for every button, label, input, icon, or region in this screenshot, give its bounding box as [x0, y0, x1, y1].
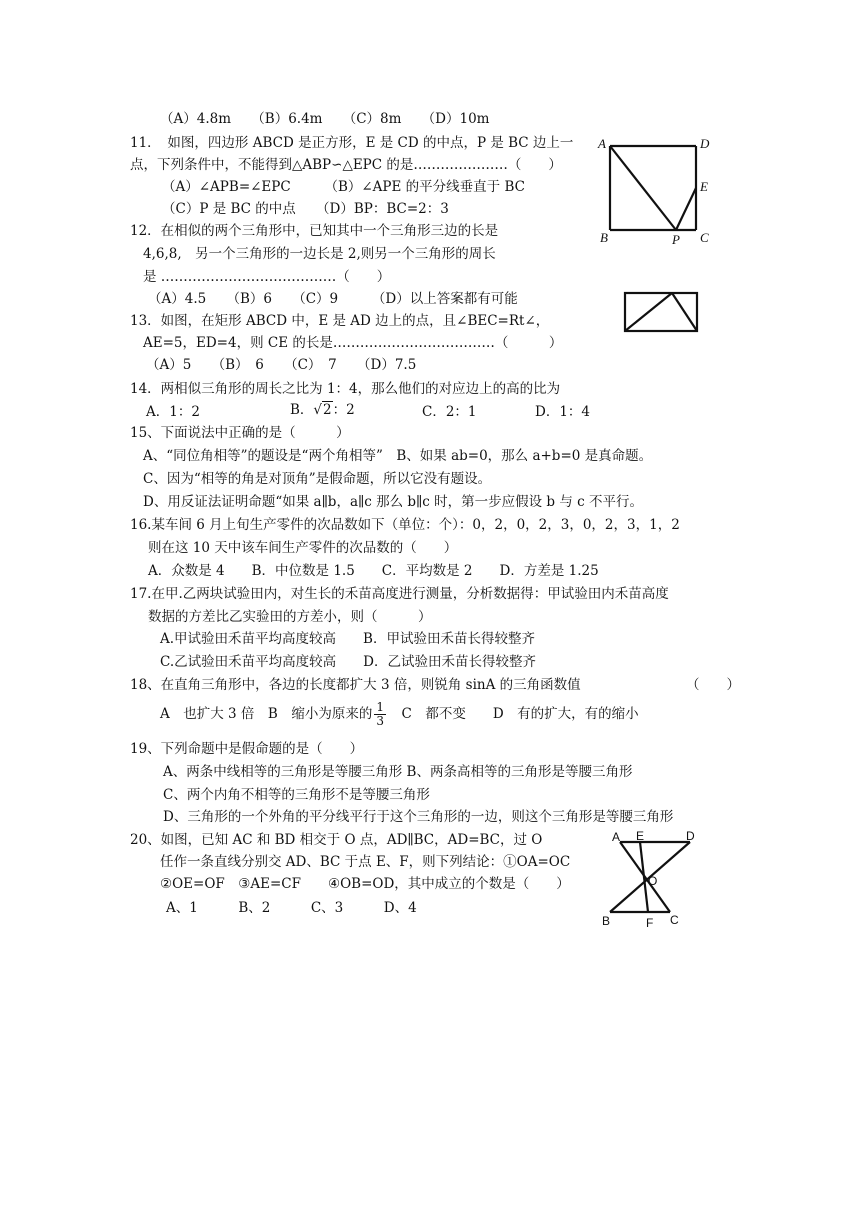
q18-fraction-denominator: 3 — [376, 714, 384, 728]
segment-ec — [672, 293, 697, 331]
q14-option-a: A．1：2 — [146, 404, 200, 420]
label-a: A — [598, 136, 606, 151]
q12-text-line2: 4,6,8, 另一个三角形的一边长是 2,则另一个三角形的周长 — [143, 246, 496, 262]
q18-option-c: C 都不变 — [401, 706, 466, 722]
q17-text-line1: 17.在甲.乙两块试验田内，对生长的禾苗高度进行测量，分析数据得：甲试验田内禾苗高度 — [130, 586, 669, 602]
q20-text-line3: ②OE=OF ③AE=CF ④OB=OD，其中成立的个数是（ ） — [160, 876, 570, 892]
q17-options-cd: C.乙试验田禾苗平均高度较高 D．乙试验田禾苗长得较整齐 — [160, 654, 536, 670]
q14-sqrt: √2 — [313, 402, 332, 418]
label-p: P — [672, 232, 680, 247]
q13-text-line1: 13．如图，在矩形 ABCD 中，E 是 AD 边上的点，且∠BEC=Rt∠， — [130, 313, 550, 329]
q19-text-line3: C、两个内角不相等的三角形不是等腰三角形 — [163, 787, 430, 803]
label-a: A — [612, 830, 621, 844]
label-b: B — [600, 230, 608, 245]
q16-text-line1: 16.某车间 6 月上旬生产零件的次品数如下（单位：个）：0，2，0，2，3，0，2，3，1，2 — [130, 517, 680, 533]
q18-fraction — [374, 701, 386, 728]
q19-text-line2: A、两条中线相等的三角形是等腰三角形 B、两条高相等的三角形是等腰三角形 — [163, 764, 633, 780]
q11-text-line1: 11． 如图，四边形 ABCD 是正方形，E 是 CD 的中点，P 是 BC 边上一 — [130, 135, 574, 151]
q15-text-line4: D、用反证法证明命题“如果 a∥b，a∥c 那么 b∥c 时，第一步应假设 b 与 c 不平行。 — [143, 494, 643, 510]
q12-options: （A）4.5 （B）6 （C）9 （D）以上答案都有可能 — [148, 291, 518, 307]
q15-text-line2: A、“同位角相等”的题设是“两个角相等” B、如果 ab=0，那么 a+b=0 是真命题。 — [143, 448, 653, 464]
label-d: D — [686, 829, 695, 843]
q14-option-b — [290, 401, 355, 419]
label-d: D — [700, 136, 710, 151]
q12-text-line3: 是 …………………………………（ ） — [143, 269, 391, 285]
q10-options: （A）4.8m （B）6.4m （C）8m （D）10m — [160, 111, 490, 127]
q18-fraction-numerator: 1 — [376, 700, 384, 714]
q11-options-ab: （A）∠APB=∠EPC （B）∠APE 的平分线垂直于 BC — [162, 179, 525, 195]
label-c: C — [670, 913, 679, 927]
q14-option-b-prefix: B． — [290, 402, 314, 418]
q14-option-d: D．1：4 — [535, 404, 591, 420]
q14-sqrt-radicand: 2 — [323, 402, 332, 418]
q11-options-cd: （C）P 是 BC 的中点 （D）BP：BC=2：3 — [162, 201, 449, 217]
label-o: O — [648, 874, 658, 888]
q11-square-figure — [596, 134, 726, 250]
q19-text-line1: 19、下列命题中是假命题的是（ ） — [130, 741, 364, 757]
q20-text-line1: 20、如图，已知 AC 和 BD 相交于 O 点，AD∥BC，AD=BC，过 O — [130, 832, 543, 848]
q20-hourglass-figure — [600, 828, 700, 936]
segment-pe — [676, 188, 696, 230]
q16-text-line2: 则在这 10 天中该车间生产零件的次品数的（ ） — [148, 540, 458, 556]
label-e: E — [636, 829, 645, 843]
label-b: B — [602, 914, 611, 928]
q12-text-line1: 12．在相似的两个三角形中，已知其中一个三角形三边的长是 — [130, 223, 499, 239]
segment-be — [625, 293, 672, 331]
q14-option-c: C．2：1 — [422, 404, 477, 420]
q17-text-line2: 数据的方差比乙实验田的方差小，则（ ） — [148, 609, 432, 625]
q18-option-ab: A 也扩大 3 倍 B 缩小为原来的 — [160, 706, 373, 722]
q15-text-line3: C、因为“相等的角是对顶角”是假命题，所以它没有题设。 — [143, 471, 492, 487]
q16-options: A．众数是 4 B．中位数是 1.5 C．平均数是 2 D．方差是 1.25 — [148, 563, 599, 579]
q14-text-line1: 14．两相似三角形的周长之比为 1：4，那么他们的对应边上的高的比为 — [130, 381, 561, 397]
q14-option-b-suffix: ：2 — [332, 402, 355, 418]
segment-ef — [640, 842, 648, 912]
q19-text-line4: D、三角形的一个外角的平分线平行于这个三角形的一边，则这个三角形是等腰三角形 — [163, 809, 674, 825]
q13-text-line2: AE=5，ED=4，则 CE 的长是………………………………（ ） — [143, 335, 563, 351]
q20-text-line2: 任作一条直线分别交 AD、BC 于点 E、F，则下列结论：①OA=OC — [160, 854, 571, 870]
q11-text-line2: 点，下列条件中，不能得到△ABP∽△EPC 的是…………………（ ） — [130, 157, 562, 173]
q13-rectangle-figure — [622, 290, 700, 338]
label-f: F — [646, 916, 654, 930]
q20-options: A、1 B、2 C、3 D、4 — [166, 900, 417, 916]
label-c: C — [700, 230, 709, 245]
q18-option-d: D 有的扩大，有的缩小 — [492, 706, 639, 722]
q13-options: （A）5 （B） 6 （C） 7 （D）7.5 — [146, 357, 417, 373]
q18-bracket: （ ） — [686, 677, 740, 693]
q18-text-line1: 18、在直角三角形中，各边的长度都扩大 3 倍，则锐角 sinA 的三角函数值 — [130, 677, 581, 693]
label-e: E — [700, 179, 708, 194]
q17-options-ab: A.甲试验田禾苗平均高度较高 B．甲试验田禾苗长得较整齐 — [160, 631, 535, 647]
segment-ap — [610, 146, 676, 230]
q18-options — [160, 700, 639, 728]
q15-text-line1: 15、下面说法中正确的是（ ） — [130, 425, 350, 441]
